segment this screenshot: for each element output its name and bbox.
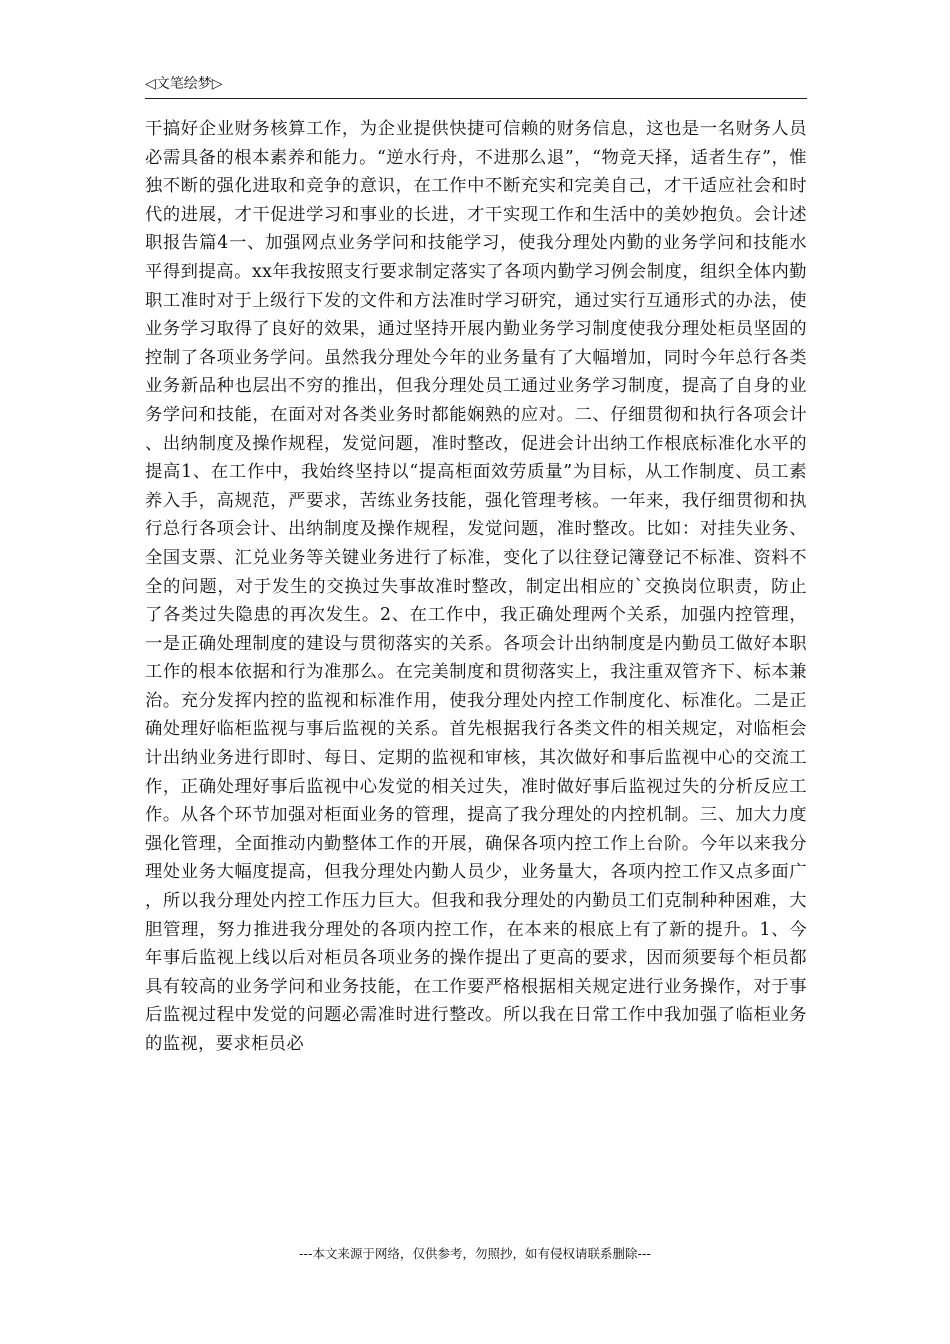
page-header: [145, 74, 807, 99]
body-paragraph: 干搞好企业财务核算工作，为企业提供快捷可信赖的财务信息，这也是一名财务人员必需具备的根本素养和能力。“逆水行舟，不进那么退”，“物竞天择，适者生存”，惟独不断的强化进取和竞争的意识，在工作中不断充实和完美自己，才干适应社会和时代的进展，才干促进学习和事业的长进，才干实现工作和生活中的美妙抱负。会计述职报告篇4一、加强网点业务学问和技能学习，使我分理处内勤的业务学问和技能水平得到提高。xx年我按照支行要求制定落实了各项内勤学习例会制度，组织全体内勤职工准时对于上级行下发的文件和方法准时学习研究，通过实行互通形式的办法，使业务学习取得了良好的效果，通过坚持开展内勤业务学习制度使我分理处柜员坚固的控制了各项业务学问。虽然我分理处今年的业务量有了大幅增加，同时今年总行各类业务新品种也层出不穷的推出，但我分理处员工通过业务学习制度，提高了自身的业务学问和技能，在面对对各类业务时都能娴熟的应对。二、仔细贯彻和执行各项会计、出纳制度及操作规程，发觉问题，准时整改，促进会计出纳工作根底标准化水平的提高1、在工作中，我始终坚持以“提高柜面效劳质量”为目标，从工作制度、员工素养入手，高规范，严要求，苦练业务技能，强化管理考核。一年来，我仔细贯彻和执行总行各项会计、出纳制度及操作规程，发觉问题，准时整改。比如：对挂失业务、全国支票、汇兑业务等关键业务进行了标准，变化了以往登记簿登记不标准、资料不全的问题，对于发生的交换过失事故准时整改，制定出相应的`交换岗位职责，防止了各类过失隐患的再次发生。2、在工作中，我正确处理两个关系，加强内控管理，一是正确处理制度的建设与贯彻落实的关系。各项会计出纳制度是内勤员工做好本职工作的根本依据和行为准那么。在完美制度和贯彻落实上，我注重双管齐下、标本兼治。充分发挥内控的监视和标准作用，使我分理处内控工作制度化、标准化。二是正确处理好临柜监视与事后监视的关系。首先根据我行各类文件的相关规定，对临柜会计出纳业务进行即时、每日、定期的监视和审核，其次做好和事后监视中心的交流工作，正确处理好事后监视中心发觉的相关过失，准时做好事后监视过失的分析反应工作。从各个环节加强对柜面业务的管理，提高了我分理处的内控机制。三、加大力度强化管理，全面推动内勤整体工作的开展，确保各项内控工作上台阶。今年以来我分理处业务大幅度提高，但我分理处内勤人员少，业务量大，各项内控工作又点多面广，所以我分理处内控工作压力巨大。但我和我分理处的内勤员工们克制种种困难，大胆管理，努力推进我分理处的各项内控工作，在本来的根底上有了新的提升。1、今年事后监视上线以后对柜员各项业务的操作提出了更高的要求，因而须要每个柜员都具有较高的业务学问和业务技能，在工作要严格根据相关规定进行业务操作，对于事后监视过程中发觉的问题必需准时进行整改。所以我在日常工作中我加强了临柜业务的监视，要求柜员必: [145, 119, 807, 1054]
footer-notice: ---本文来源于网络，仅供参考，勿照抄，如有侵权请联系删除---: [298, 1246, 652, 1261]
header-brand: ◁文笔绘梦▷: [145, 76, 223, 92]
